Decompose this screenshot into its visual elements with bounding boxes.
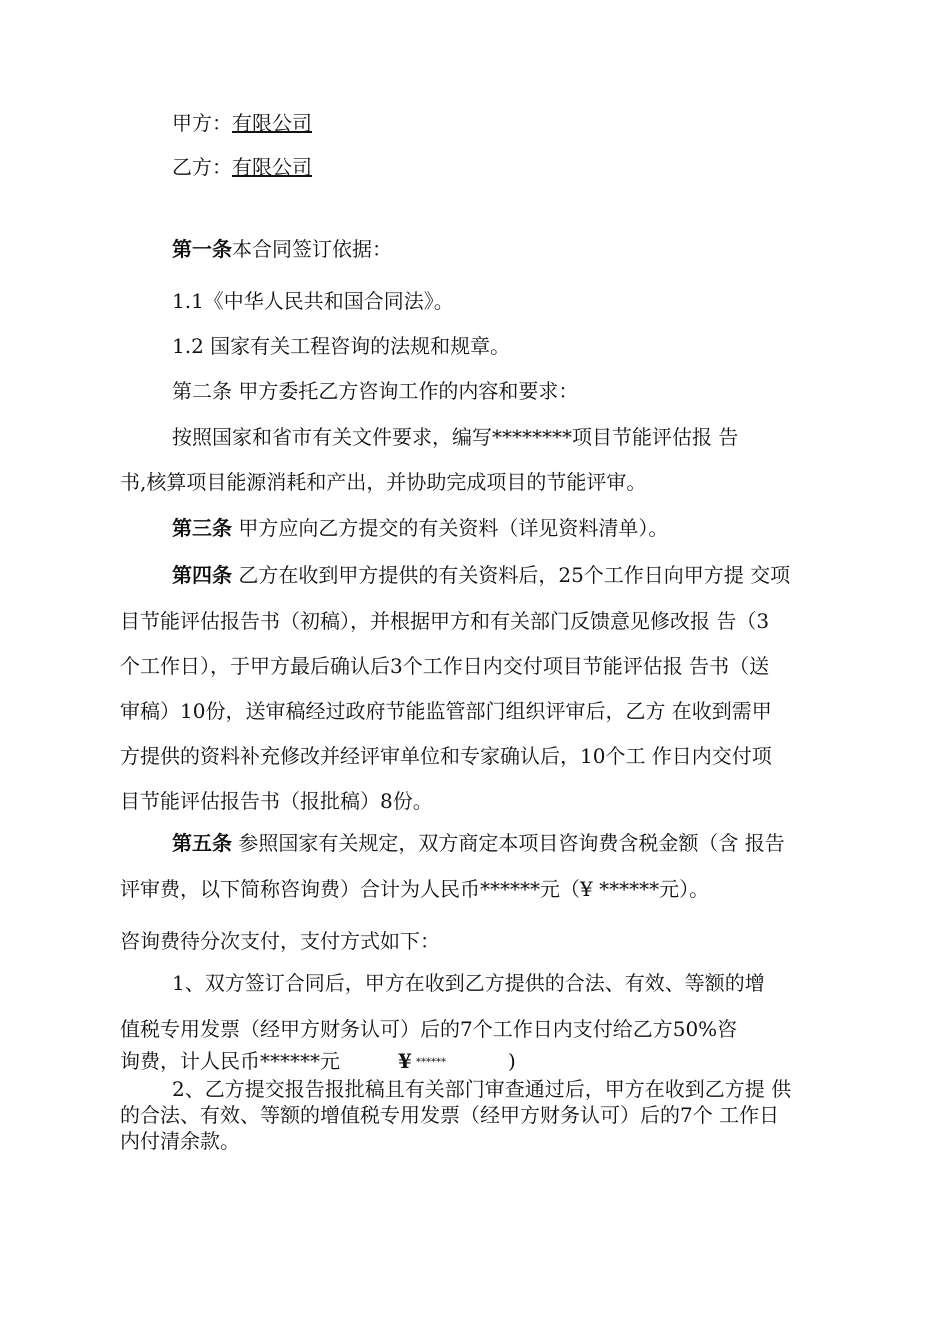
article-2-line: 书,核算项目能源消耗和产出，并协助完成项目的节能评审。 — [120, 470, 647, 494]
article-3-line — [172, 515, 668, 541]
party-b-name: 有限公司 — [232, 155, 312, 179]
article-2-line: 按照国家和省市有关文件要求，编写********项目节能评估报 告 — [172, 425, 739, 449]
article-5-line — [172, 830, 785, 856]
article-5-title: 第五条 — [172, 831, 232, 855]
party-a-label: 甲方： — [172, 111, 232, 135]
article-3-title: 第三条 — [172, 516, 232, 540]
article-4-line: 方提供的资料补充修改并经评审单位和专家确认后，10个工 作日内交付项 — [120, 744, 772, 768]
article-4-line: 目节能评估报告书（初稿），并根据甲方和有关部门反馈意见修改报 告（3 — [120, 609, 770, 633]
payment-item-2-line: 2、乙方提交报告报批稿且有关部门审查通过后，甲方在收到乙方提 供 — [172, 1077, 792, 1101]
article-1-text: 本合同签订依据： — [232, 237, 392, 261]
article-4-line: 目节能评估报告书（报批稿）8份。 — [120, 789, 433, 813]
article-4-title: 第四条 — [172, 563, 232, 587]
party-a-name: 有限公司 — [232, 111, 312, 135]
closing-paren: ) — [508, 1049, 516, 1073]
payment-item-2-line: 内付清余款。 — [120, 1129, 240, 1153]
payment-item-1-line: 值税专用发票（经甲方财务认可）后的7个工作日内支付给乙方50%咨 — [120, 1017, 738, 1041]
article-4-line: 个工作日），于甲方最后确认后3个工作日内交付项目节能评估报 告书（送 — [120, 654, 770, 678]
article-2-title: 第二条 甲方委托乙方咨询工作的内容和要求： — [172, 379, 579, 403]
payment-intro: 咨询费待分次支付，支付方式如下： — [120, 929, 440, 953]
article-5-line: 评审费，以下简称咨询费）合计为人民币******元（¥ ******元）。 — [120, 877, 710, 901]
payment-item-2-line: 的合法、有效、等额的增值税专用发票（经甲方财务认可）后的7个 工作日 — [120, 1103, 780, 1127]
payment-item-1-line: 1、双方签订合同后，甲方在收到乙方提供的合法、有效、等额的增 — [172, 971, 765, 995]
party-b-label: 乙方： — [172, 155, 232, 179]
party-b-line — [172, 154, 312, 180]
article-4-line: 审稿）10份，送审稿经过政府节能监管部门组织评审后，乙方 在收到需甲 — [120, 699, 772, 723]
payment-item-1-amount: 询费，计人民币******元 — [120, 1049, 340, 1073]
article-4-line — [172, 562, 790, 588]
article-1-item: 1.1《中华人民共和国合同法》。 — [172, 289, 454, 313]
article-1-item: 1.2 国家有关工程咨询的法规和规章。 — [172, 334, 511, 358]
article-3-text: 甲方应向乙方提交的有关资料（详见资料清单）。 — [232, 516, 669, 540]
yen-symbol: ¥ — [398, 1049, 412, 1073]
yen-amount-placeholder: ****** — [416, 1057, 446, 1068]
party-a-line — [172, 110, 312, 136]
article-5-text: 参照国家有关规定，双方商定本项目咨询费含税金额（含 报告 — [232, 831, 785, 855]
article-1-heading — [172, 236, 392, 262]
payment-item-1-line — [120, 1048, 516, 1074]
article-1-title: 第一条 — [172, 237, 232, 261]
article-4-text: 乙方在收到甲方提供的有关资料后，25个工作日向甲方提 交项 — [232, 563, 791, 587]
